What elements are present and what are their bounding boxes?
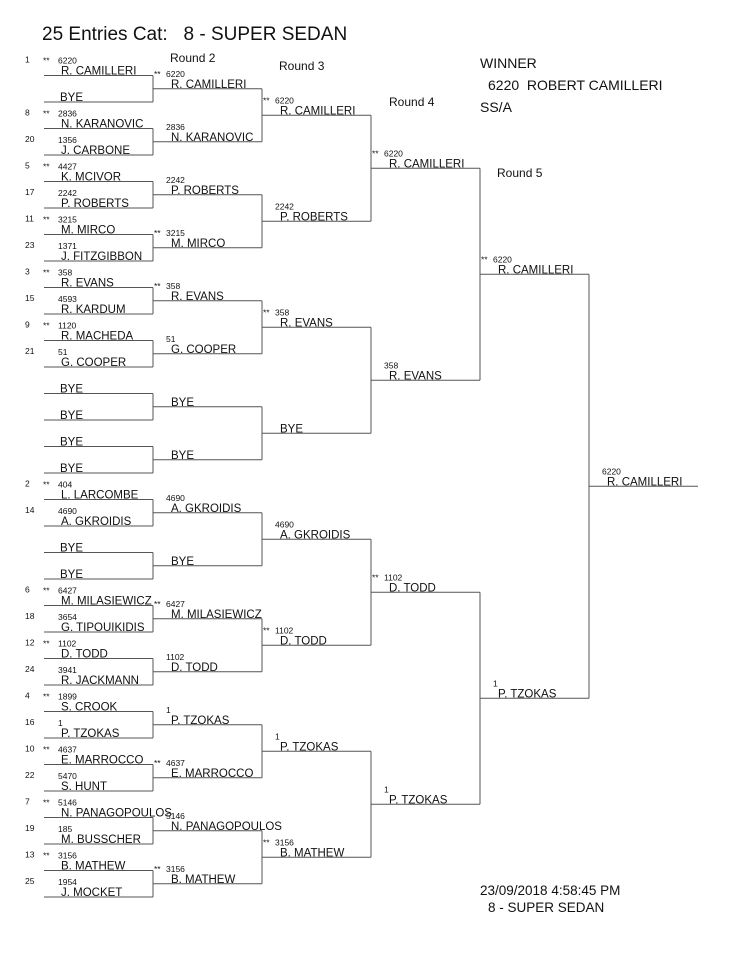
car-number: 6427: [166, 598, 185, 609]
competitor-name: BYE: [171, 449, 195, 462]
seed-star: **: [154, 598, 161, 609]
competitor-name: R. CAMILLERI: [607, 476, 683, 489]
car-number: 185: [58, 824, 73, 834]
car-number: 1899: [58, 691, 77, 702]
winner-label: WINNER: [480, 55, 537, 71]
car-number: 5470: [58, 771, 77, 781]
competitor-name: R. CAMILLERI: [498, 264, 574, 277]
seed-number: 24: [25, 664, 35, 674]
competitor-name: N. PANAGOPOULOS: [61, 807, 172, 820]
competitor-name: P. TZOKAS: [498, 688, 557, 701]
car-number: 1: [275, 731, 280, 742]
seed-star: **: [154, 757, 161, 768]
car-number: 6220: [493, 254, 512, 265]
car-number: 51: [166, 333, 176, 344]
car-number: 6220: [58, 55, 77, 66]
competitor-name: R. CAMILLERI: [280, 105, 356, 118]
competitor-name: M. MILASIEWICZ: [61, 595, 152, 608]
winner-class: SS/A: [480, 99, 512, 115]
competitor-name: BYE: [60, 436, 84, 449]
car-number: 2242: [58, 188, 77, 198]
competitor-name: M. MIRCO: [171, 237, 226, 250]
competitor-name: D. TODD: [171, 661, 218, 674]
car-number: 6220: [275, 95, 294, 106]
car-number: 1371: [58, 241, 77, 251]
car-number: 4690: [166, 492, 185, 503]
seed-star: **: [43, 161, 50, 172]
competitor-name: BYE: [171, 555, 195, 568]
competitor-name: BYE: [60, 569, 84, 581]
car-number: 4427: [58, 161, 77, 172]
competitor-name: B. MATHEW: [61, 860, 126, 873]
competitor-name: R. CAMILLERI: [389, 158, 465, 171]
competitor-name: R. CAMILLERI: [171, 78, 247, 91]
seed-star: **: [43, 267, 50, 278]
seed-star: **: [43, 479, 50, 490]
car-number: 3156: [275, 837, 294, 848]
competitor-name: BYE: [60, 92, 84, 104]
competitor-name: J. CARBONE: [61, 145, 131, 157]
car-number: 1: [493, 678, 498, 689]
car-number: 358: [275, 307, 290, 318]
competitor-name: N. KARANOVIC: [171, 131, 254, 144]
seed-number: 9: [25, 319, 30, 330]
car-number: 358: [384, 360, 399, 371]
car-number: 3654: [58, 612, 77, 622]
competitor-name: S. CROOK: [61, 701, 118, 714]
car-number: 1954: [58, 877, 77, 887]
competitor-name: P. TZOKAS: [280, 741, 339, 754]
car-number: 3215: [166, 227, 185, 238]
car-number: 1102: [275, 625, 294, 636]
seed-number: 19: [25, 823, 35, 833]
seed-star: **: [43, 850, 50, 861]
competitor-name: BYE: [280, 423, 304, 436]
footer: [480, 882, 620, 916]
car-number: 1: [384, 784, 389, 795]
round-5-header: Round 5: [497, 166, 543, 180]
round-3-header: Round 3: [279, 59, 325, 73]
car-number: 2836: [58, 108, 77, 119]
car-number: 358: [58, 267, 73, 278]
competitor-name: M. MIRCO: [61, 224, 116, 237]
seed-star: **: [43, 55, 50, 66]
seed-star: **: [263, 837, 270, 848]
competitor-name: BYE: [60, 542, 84, 555]
car-number: 1102: [58, 638, 77, 649]
car-number: 4690: [58, 506, 77, 516]
seed-number: 13: [25, 849, 35, 860]
competitor-name: P. ROBERTS: [61, 198, 129, 210]
car-number: 1102: [384, 572, 403, 583]
competitor-name: A. GKROIDIS: [61, 516, 132, 528]
car-number: 4593: [58, 294, 77, 304]
competitor-name: D. TODD: [389, 582, 436, 595]
car-number: 404: [58, 479, 73, 490]
competitor-name: G. COOPER: [61, 357, 127, 369]
competitor-name: N. KARANOVIC: [61, 118, 144, 131]
competitor-name: P. ROBERTS: [280, 211, 348, 224]
competitor-name: E. MARROCCO: [171, 767, 254, 780]
car-number: 2242: [275, 201, 294, 212]
footer-timestamp: 23/09/2018 4:58:45 PM: [480, 883, 621, 898]
seed-star: **: [43, 320, 50, 331]
competitor-name: M. BUSSCHER: [61, 834, 141, 846]
competitor-name: G. TIPOUIKIDIS: [61, 622, 145, 634]
seed-star: **: [263, 307, 270, 318]
competitor-name: G. COOPER: [171, 343, 237, 356]
competitor-name: R. EVANS: [171, 290, 224, 303]
car-number: 2242: [166, 174, 185, 185]
seed-star: **: [263, 95, 270, 106]
seed-number: 4: [25, 690, 30, 701]
car-number: 6220: [384, 148, 403, 159]
competitor-name: B. MATHEW: [280, 847, 345, 860]
seed-number: 17: [25, 187, 35, 197]
competitor-name: K. MCIVOR: [61, 171, 122, 184]
competitor-name: P. TZOKAS: [61, 728, 120, 740]
car-number: 2836: [166, 121, 185, 132]
seed-star: **: [43, 108, 50, 119]
seed-number: 2: [25, 478, 30, 489]
seed-star: **: [481, 254, 488, 265]
car-number: 5146: [166, 810, 185, 821]
competitor-name: BYE: [171, 396, 195, 409]
car-number: 358: [166, 280, 181, 291]
seed-number: 15: [25, 293, 35, 303]
competitor-name: R. CAMILLERI: [61, 65, 137, 78]
competitor-name: R. EVANS: [389, 370, 442, 383]
seed-number: 10: [25, 743, 35, 754]
car-number: 6220: [602, 466, 621, 477]
seed-star: **: [154, 863, 161, 874]
car-number: 3156: [58, 850, 77, 861]
seed-number: 21: [25, 346, 35, 356]
competitor-name: R. MACHEDA: [61, 330, 134, 343]
competitor-name: P. TZOKAS: [171, 714, 230, 727]
competitor-name: BYE: [60, 383, 84, 396]
car-number: 5146: [58, 797, 77, 808]
seed-number: 20: [25, 134, 35, 144]
seed-number: 8: [25, 107, 30, 118]
round-4-header: Round 4: [389, 95, 435, 109]
competitor-name: E. MARROCCO: [61, 754, 144, 767]
competitor-name: R. EVANS: [280, 317, 333, 330]
car-number: 4690: [275, 519, 294, 530]
seed-star: **: [43, 585, 50, 596]
competitor-name: M. MILASIEWICZ: [171, 608, 262, 621]
car-number: 1: [166, 704, 171, 715]
car-number: 1120: [58, 320, 77, 331]
competitor-name: A. GKROIDIS: [171, 502, 242, 515]
car-number: 3215: [58, 214, 77, 225]
car-number: 1102: [166, 651, 185, 662]
seed-star: **: [43, 744, 50, 755]
competitor-name: BYE: [60, 463, 84, 475]
seed-star: **: [372, 148, 379, 159]
seed-number: 3: [25, 266, 30, 277]
competitor-name: D. TODD: [280, 635, 327, 648]
competitor-name: D. TODD: [61, 648, 108, 661]
seed-star: **: [154, 227, 161, 238]
seed-number: 1: [25, 54, 30, 65]
car-number: 3941: [58, 665, 77, 675]
competitor-name: J. MOCKET: [61, 887, 123, 899]
car-number: 3156: [166, 863, 185, 874]
competitor-name: R. KARDUM: [61, 304, 126, 316]
car-number: 6220: [166, 68, 185, 79]
competitor-name: A. GKROIDIS: [280, 529, 351, 542]
competitor-name: R. JACKMANN: [61, 675, 139, 687]
seed-star: **: [43, 691, 50, 702]
winner-line: 6220 ROBERT CAMILLERI: [488, 77, 663, 93]
seed-star: **: [372, 572, 379, 583]
car-number: 51: [58, 347, 68, 357]
seed-number: 22: [25, 770, 35, 780]
seed-number: 16: [25, 717, 35, 727]
seed-star: **: [154, 280, 161, 291]
competitor-name: S. HUNT: [61, 781, 107, 793]
car-number: 1: [58, 718, 63, 728]
competitor-name: L. LARCOMBE: [61, 489, 139, 502]
car-number: 6427: [58, 585, 77, 596]
seed-star: **: [43, 638, 50, 649]
competitor-name: P. ROBERTS: [171, 184, 239, 197]
competitor-name: P. TZOKAS: [389, 794, 448, 807]
seed-number: 6: [25, 584, 30, 595]
seed-star: **: [154, 68, 161, 79]
round-2-header: Round 2: [170, 51, 216, 65]
competitor-name: R. EVANS: [61, 277, 114, 290]
seed-number: 14: [25, 505, 35, 515]
seed-number: 18: [25, 611, 35, 621]
competitor-name: N. PANAGOPOULOS: [171, 820, 282, 833]
car-number: 1356: [58, 135, 77, 145]
car-number: 4637: [58, 744, 77, 755]
seed-number: 23: [25, 240, 35, 250]
seed-number: 12: [25, 637, 35, 648]
seed-star: **: [43, 214, 50, 225]
page-title: 25 Entries Cat: 8 - SUPER SEDAN: [42, 24, 348, 45]
car-number: 4637: [166, 757, 185, 768]
seed-number: 7: [25, 796, 30, 807]
competitor-name: B. MATHEW: [171, 873, 236, 886]
competitor-name: BYE: [60, 410, 84, 422]
seed-number: 5: [25, 160, 30, 171]
competitor-name: J. FITZGIBBON: [61, 251, 143, 263]
seed-number: 25: [25, 876, 35, 886]
seed-star: **: [263, 625, 270, 636]
seed-star: **: [43, 797, 50, 808]
footer-category: 8 - SUPER SEDAN: [488, 900, 605, 915]
seed-number: 11: [25, 213, 34, 224]
